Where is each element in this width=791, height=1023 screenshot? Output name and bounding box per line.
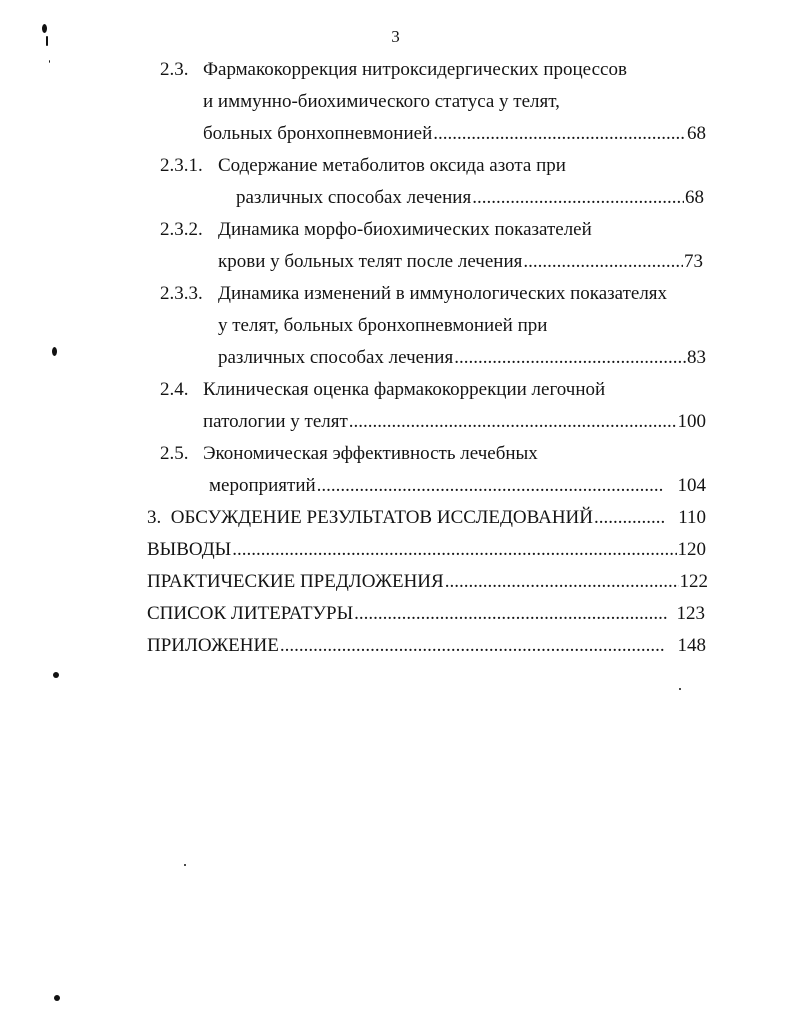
toc-references-page: 123 (676, 603, 705, 624)
scan-mark (679, 688, 681, 690)
toc-appendix-page: 148 (677, 635, 706, 656)
toc-2-3-title-line2: и иммунно-биохимического статуса у телят, (203, 91, 560, 112)
dot-leader (354, 602, 666, 626)
toc-2-3-3-title-line1: Динамика изменений в иммунологических показателях (218, 283, 668, 304)
toc-entry-2-4 (203, 410, 706, 434)
toc-2-4-page: 100 (677, 411, 706, 432)
toc-entry-2-3 (203, 122, 706, 146)
dot-leader (523, 250, 683, 274)
toc-2-4-number: 2.4. (160, 379, 189, 400)
toc-2-3-2-page: 73 (684, 251, 703, 272)
toc-entry-2-3-2 (218, 250, 703, 274)
toc-2-3-number: 2.3. (160, 59, 189, 80)
toc-2-3-2-title-line1: Динамика морфо-биохимических показателей (218, 219, 592, 240)
dot-leader (454, 346, 686, 370)
dot-leader (349, 410, 677, 434)
toc-2-3-title-line1: Фармакокоррекция нитроксидергических процессов (203, 59, 627, 80)
toc-2-3-2-number: 2.3.2. (160, 219, 203, 240)
toc-2-3-3-page: 83 (687, 347, 706, 368)
toc-2-5-page: 104 (677, 475, 706, 496)
toc-entry-references (147, 602, 705, 626)
scan-mark (46, 36, 48, 46)
toc-2-3-3-title-line2: у телят, больных бронхопневмонией при (218, 315, 548, 336)
dot-leader (433, 122, 686, 146)
toc-entry-appendix (147, 634, 706, 658)
toc-2-3-1-number: 2.3.1. (160, 155, 203, 176)
toc-entry-2-3-3 (218, 346, 706, 370)
toc-2-3-3-title-line3: различных способах лечения (218, 347, 454, 368)
toc-2-3-1-title-line1: Содержание метаболитов оксида азота при (218, 155, 566, 176)
toc-entry-2-5 (209, 474, 706, 498)
page-number: 3 (391, 27, 400, 46)
toc-2-3-title-line3: больных бронхопневмонией (203, 123, 433, 144)
toc-conclusions-title: ВЫВОДЫ (147, 539, 232, 560)
scan-mark (184, 864, 186, 866)
scan-mark (54, 995, 60, 1001)
scan-mark (42, 24, 47, 33)
toc-2-4-title-line2: патологии у телят (203, 411, 348, 432)
scan-mark (53, 672, 59, 678)
toc-2-3-1-page: 68 (685, 187, 704, 208)
toc-3-page: 110 (678, 507, 706, 528)
dot-leader (232, 538, 676, 562)
toc-2-3-3-number: 2.3.3. (160, 283, 203, 304)
toc-entry-conclusions (147, 538, 706, 562)
toc-2-3-1-title-line2: различных способах лечения (236, 187, 472, 208)
toc-practical-title: ПРАКТИЧЕСКИЕ ПРЕДЛОЖЕНИЯ (147, 571, 444, 592)
scan-mark (49, 60, 50, 63)
dot-leader (317, 474, 664, 498)
toc-entry-3 (147, 506, 706, 530)
toc-entry-2-3-1 (236, 186, 704, 210)
toc-2-5-title-line1: Экономическая эффективность лечебных (203, 443, 538, 464)
toc-2-4-title-line1: Клиническая оценка фармакокоррекции легочной (203, 379, 606, 400)
toc-2-3-page: 68 (687, 123, 706, 144)
dot-leader (472, 186, 684, 210)
toc-2-5-number: 2.5. (160, 443, 189, 464)
toc-references-title: СПИСОК ЛИТЕРАТУРЫ (147, 603, 354, 624)
toc-2-5-title-line2: мероприятий (209, 475, 316, 496)
toc-entry-practical (147, 570, 708, 594)
dot-leader (280, 634, 664, 658)
dot-leader (594, 506, 666, 530)
toc-conclusions-page: 120 (677, 539, 706, 560)
toc-practical-page: 122 (679, 571, 708, 592)
toc-3-title: 3. ОБСУЖДЕНИЕ РЕЗУЛЬТАТОВ ИССЛЕДОВАНИЙ (147, 507, 593, 528)
toc-appendix-title: ПРИЛОЖЕНИЕ (147, 635, 279, 656)
toc-2-3-2-title-line2: крови у больных телят после лечения (218, 251, 523, 272)
dot-leader (445, 570, 679, 594)
scan-mark (52, 347, 57, 356)
